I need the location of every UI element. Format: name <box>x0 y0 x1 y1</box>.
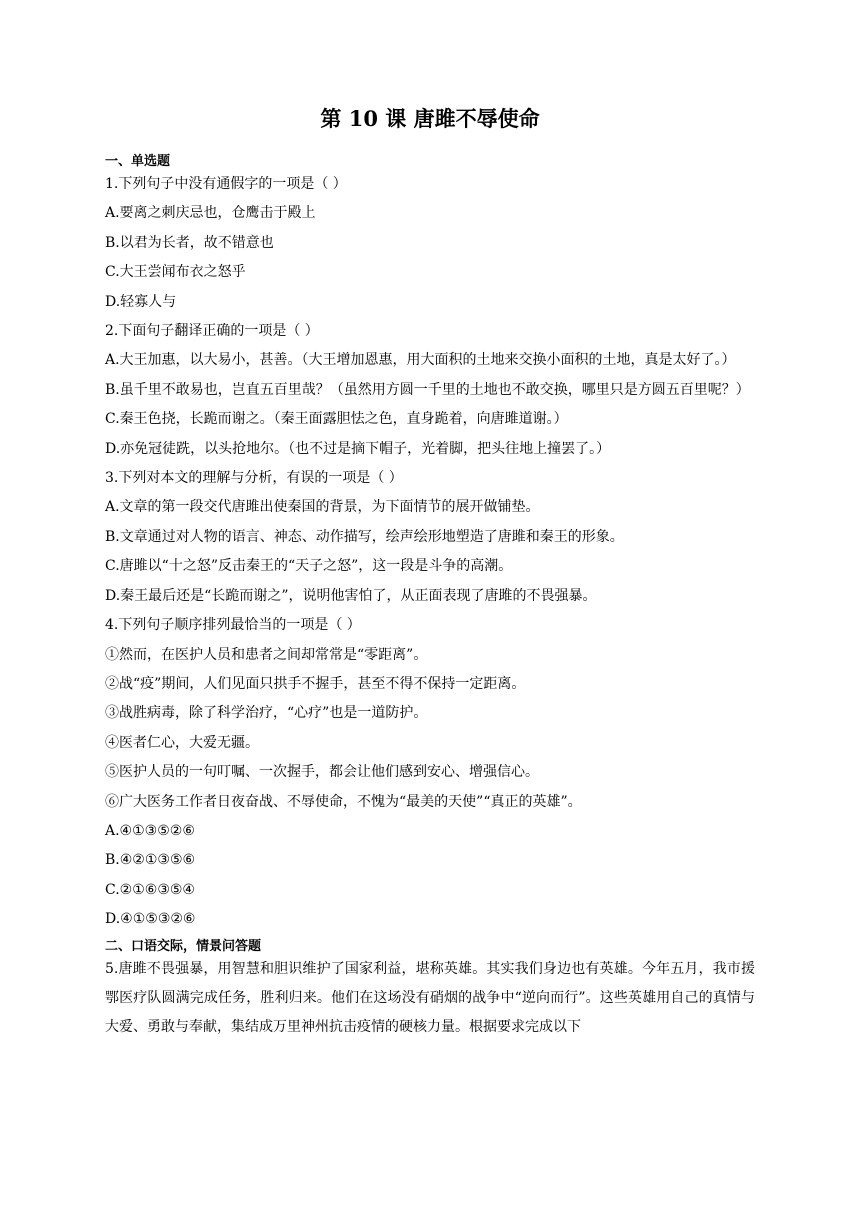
question-3-option-c: C.唐雎以“十之怒”反击秦王的“天子之怒”，这一段是斗争的高潮。 <box>105 558 513 575</box>
question-2-option-d: D.亦免冠徒跣，以头抢地尔。（也不过是摘下帽子，光着脚，把头往地上撞罢了。） <box>105 440 611 457</box>
page-title: 第 10 课 唐雎不辱使命 <box>320 106 540 131</box>
question-4-option-a: A.④①③⑤②⑥ <box>105 822 195 839</box>
question-4-sentence-4: ④医者仁心，大爱无疆。 <box>105 734 259 751</box>
question-1-stem: 1.下列句子中没有通假字的一项是（ ） <box>105 176 347 192</box>
question-3-option-b: B.文章通过对人物的语言、神态、动作描写，绘声绘形地塑造了唐雎和秦王的形象。 <box>105 528 624 545</box>
section-heading-oral-communication: 二、口语交际，情景问答题 <box>105 938 262 954</box>
question-2-option-a: A.大王加惠，以大易小，甚善。（大王增加恩惠，用大面积的土地来交换小面积的土地，真是太好了。） <box>105 352 736 369</box>
question-2-option-c: C.秦王色挠，长跪而谢之。（秦王面露胆怯之色，直身跪着，向唐雎道谢。） <box>105 411 568 428</box>
question-4-sentence-5: ⑤医护人员的一句叮嘱、一次握手，都会让他们感到安心、增强信心。 <box>105 764 539 781</box>
section-heading-single-choice: 一、单选题 <box>105 154 171 169</box>
question-5-text: 5.唐雎不畏强暴，用智慧和胆识维护了国家利益，堪称英雄。其实我们身边也有英雄。今年五月，我市援鄂医疗队圆满完成任务，胜利归来。他们在这场没有硝烟的战争中“逆向而行”。这些英雄用自己的真情与大爱、勇敢与奉献，集结成万里神州抗击疫情的硬核力量。根据要求完成以下 <box>105 960 755 1036</box>
question-2-stem: 2.下面句子翻译正确的一项是（ ） <box>105 323 319 340</box>
question-1-option-c: C.大王尝闻布衣之怒乎 <box>105 264 246 281</box>
question-3-stem: 3.下列对本文的理解与分析，有误的一项是（ ） <box>105 470 403 487</box>
question-1-option-d: D.轻寡人与 <box>105 293 177 310</box>
question-4-sentence-2: ②战“疫”期间，人们见面只拱手不握手，甚至不得不保持一定距离。 <box>105 675 526 692</box>
question-4-option-b: B.④②①③⑤⑥ <box>105 852 196 869</box>
question-4-option-c: C.②①⑥③⑤④ <box>105 881 195 898</box>
question-1-option-a: A.要离之刺庆忌也，仓鹰击于殿上 <box>105 205 316 222</box>
question-4-sentence-6: ⑥广大医务工作者日夜奋战、不辱使命，不愧为“最美的天使”“真正的英雄”。 <box>105 793 582 810</box>
question-3-option-d: D.秦王最后还是“长跪而谢之”，说明他害怕了，从正面表现了唐雎的不畏强暴。 <box>105 587 597 604</box>
question-2-option-b: B.虽千里不敢易也，岂直五百里哉？（虽然用方圆一千里的土地也不敢交换，哪里只是方圆五百里呢？） <box>105 381 750 398</box>
question-4-option-d: D.④①⑤③②⑥ <box>105 911 196 928</box>
question-4-sentence-3: ③战胜病毒，除了科学治疗，“心疗”也是一道防护。 <box>105 705 428 722</box>
question-3-option-a: A.文章的第一段交代唐雎出使秦国的背景，为下面情节的展开做铺垫。 <box>105 499 540 516</box>
question-1-option-b: B.以君为长者，故不错意也 <box>105 234 274 251</box>
document-body <box>105 150 755 1043</box>
question-4-sentence-1: ①然而，在医护人员和患者之间却常常是“零距离”。 <box>105 646 428 663</box>
question-4-stem: 4.下列句子顺序排列最恰当的一项是（ ） <box>105 617 361 634</box>
